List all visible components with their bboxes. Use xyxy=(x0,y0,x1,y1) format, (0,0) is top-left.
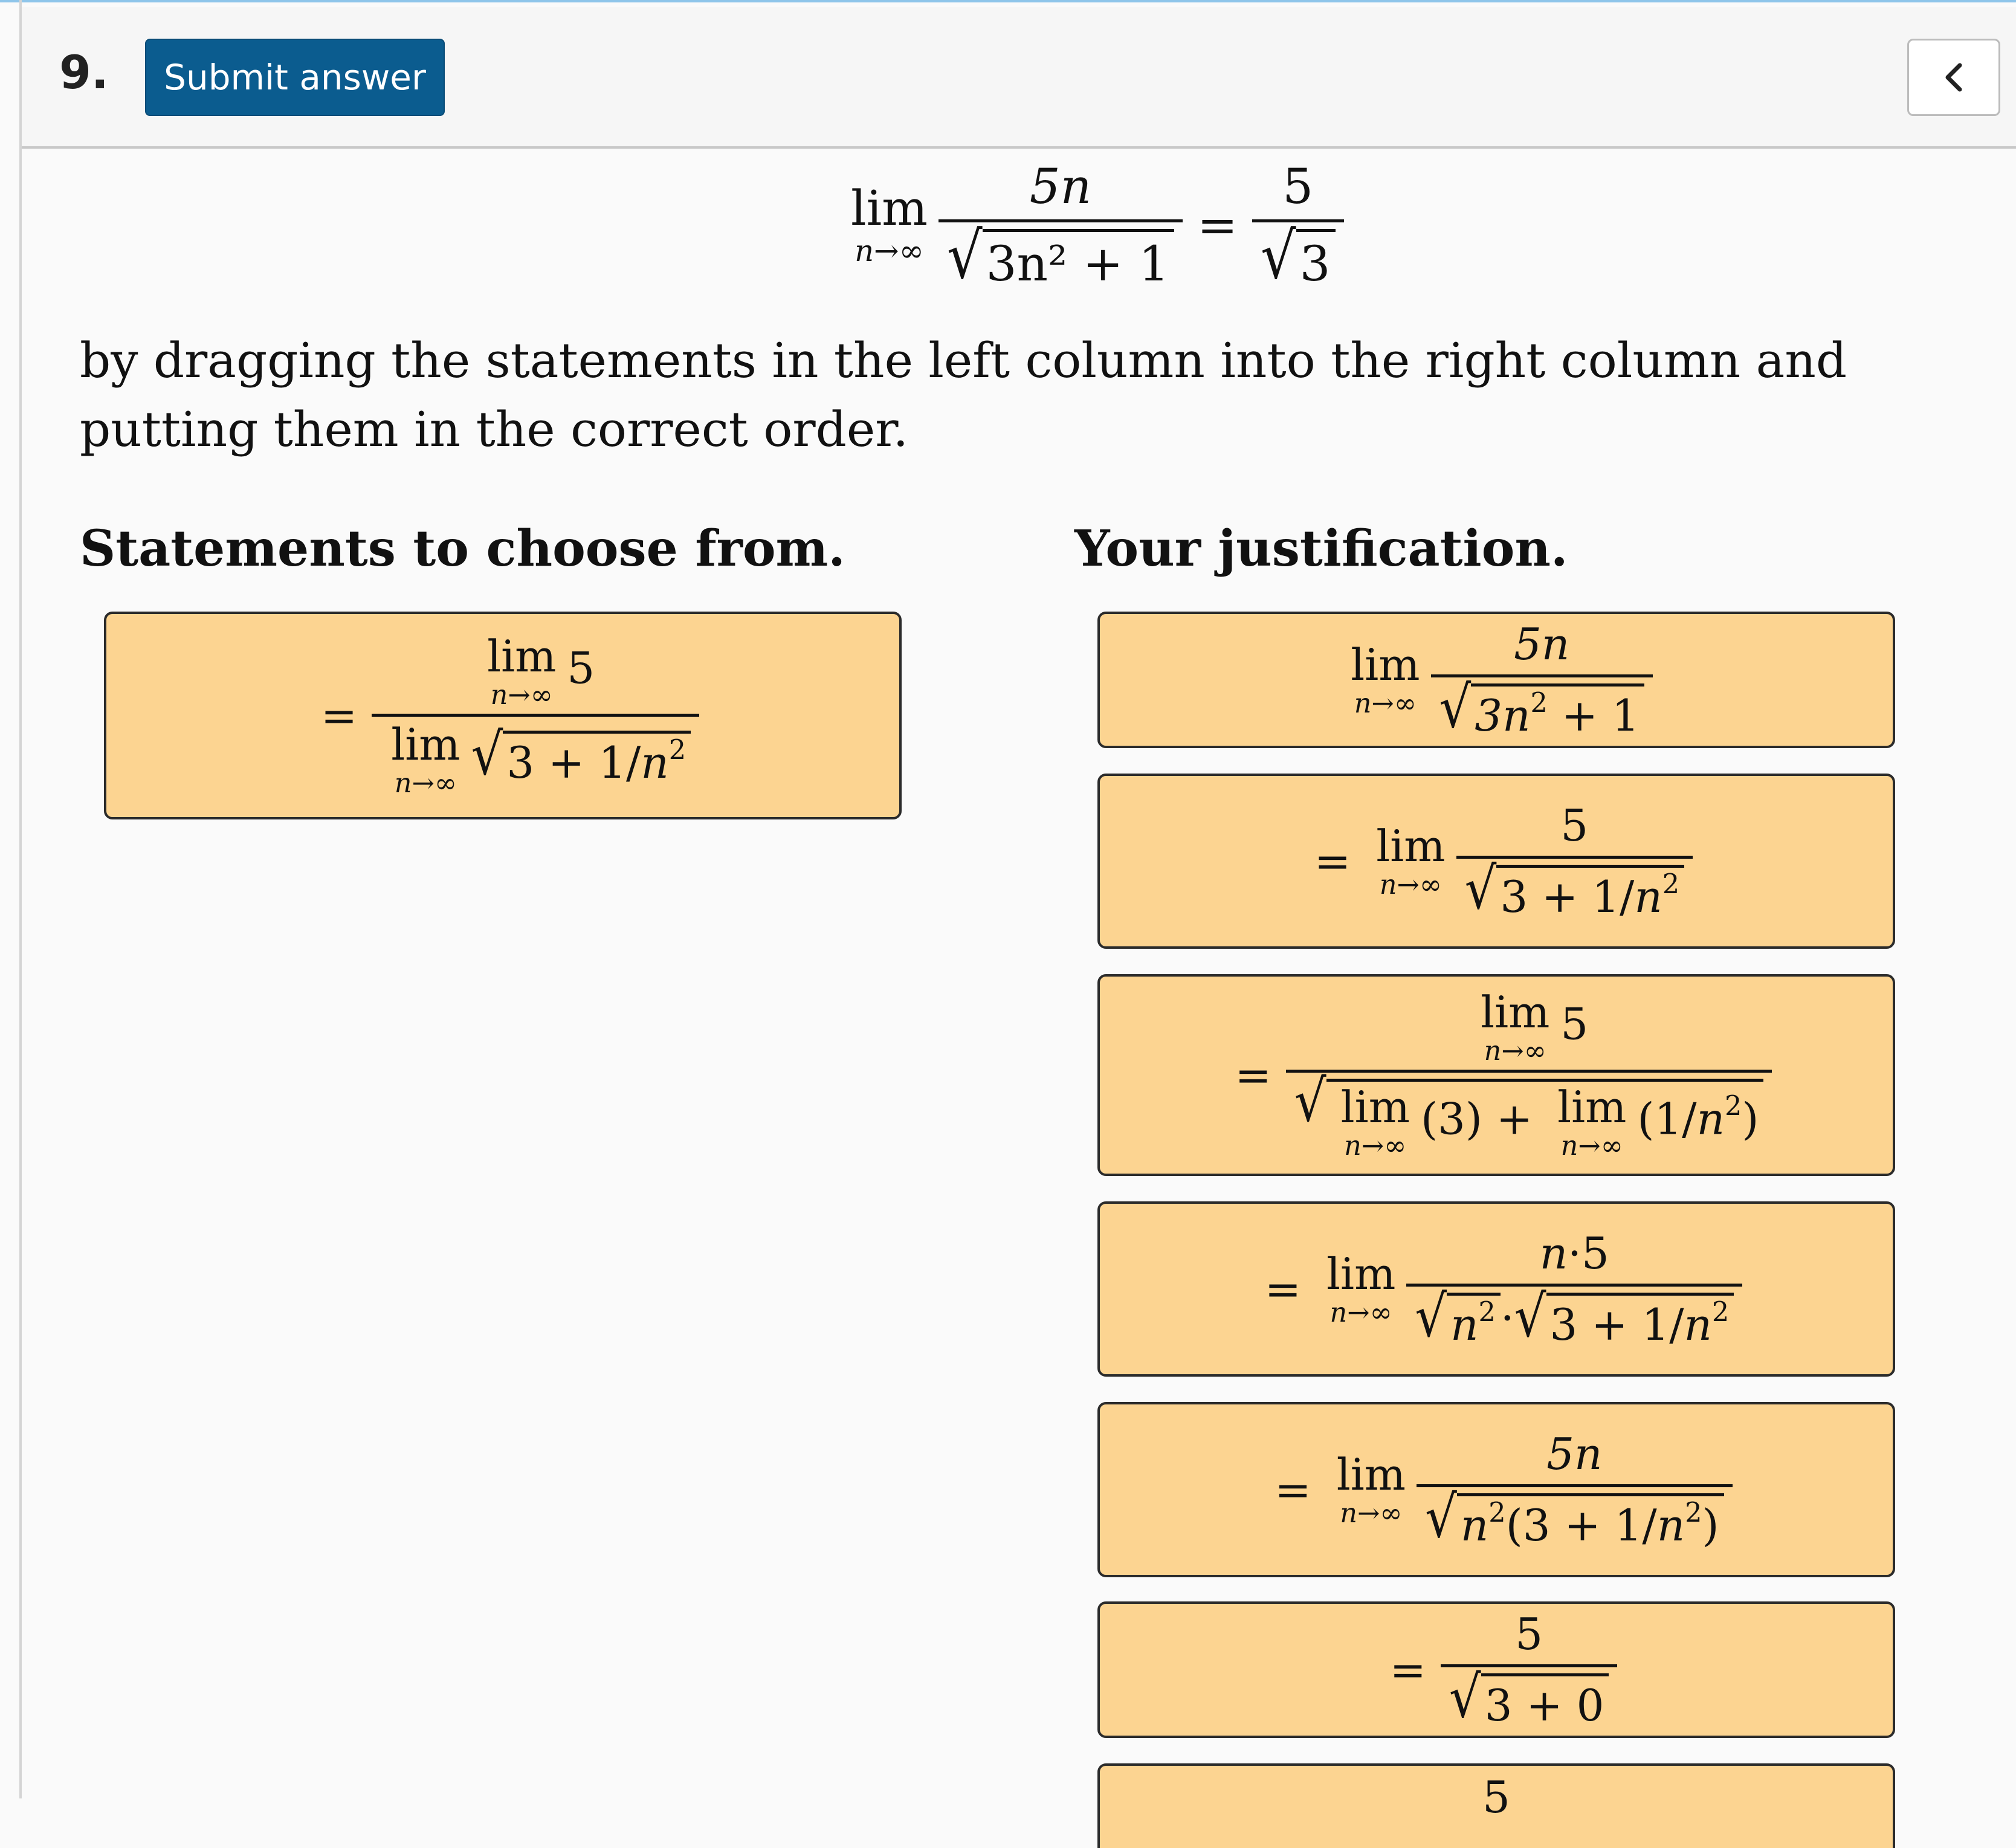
back-button[interactable] xyxy=(1907,39,2000,116)
justification-card[interactable]: lim n→∞ 5n √ $3n^2 + 1$ xyxy=(1097,612,1895,748)
limit-operator: lim n→∞ xyxy=(851,179,928,268)
equation-result: 5 √ 3 xyxy=(1252,158,1344,292)
justification-card[interactable]: = 5 √ 3 + 0 xyxy=(1097,1601,1895,1738)
justification-card[interactable]: = lim n→∞ n·5 √ $n^2$ · √ $3 + 1/n^2$ xyxy=(1097,1201,1895,1377)
justification-card[interactable]: 5 xyxy=(1097,1763,1895,1848)
chevron-left-icon xyxy=(1942,60,1966,94)
left-column-heading: Statements to choose from. xyxy=(80,520,845,578)
right-column-heading: Your justification. xyxy=(1074,520,1568,578)
question-number: 9. xyxy=(59,45,109,99)
submit-answer-button[interactable]: Submit answer xyxy=(145,39,445,116)
left-border-line xyxy=(19,0,22,1798)
equation-fraction: 5n √ 3n² + 1 xyxy=(939,158,1183,292)
justification-card[interactable]: = lim n→∞ 5 √ $3 + 1/n^2$ xyxy=(1097,774,1895,949)
top-accent-line xyxy=(0,0,2016,2)
statement-card[interactable]: = lim n→∞ 5 lim n→∞ √ $3 + 1/n^2$ xyxy=(104,612,902,819)
problem-equation: lim n→∞ 5n √ 3n² + 1 = 5 √ 3 xyxy=(840,158,1344,292)
justification-card[interactable]: = lim n→∞ 5 √ lim n→∞ (3) + lim n→∞ $(1/n^2)$ xyxy=(1097,974,1895,1176)
instruction-text: by dragging the statements in the left column into the right column and putting them in the correct order. xyxy=(80,332,1847,457)
question-header xyxy=(22,7,2016,149)
justification-card[interactable]: = lim n→∞ 5n √ $n^2(3 + 1/n^2)$ xyxy=(1097,1402,1895,1577)
